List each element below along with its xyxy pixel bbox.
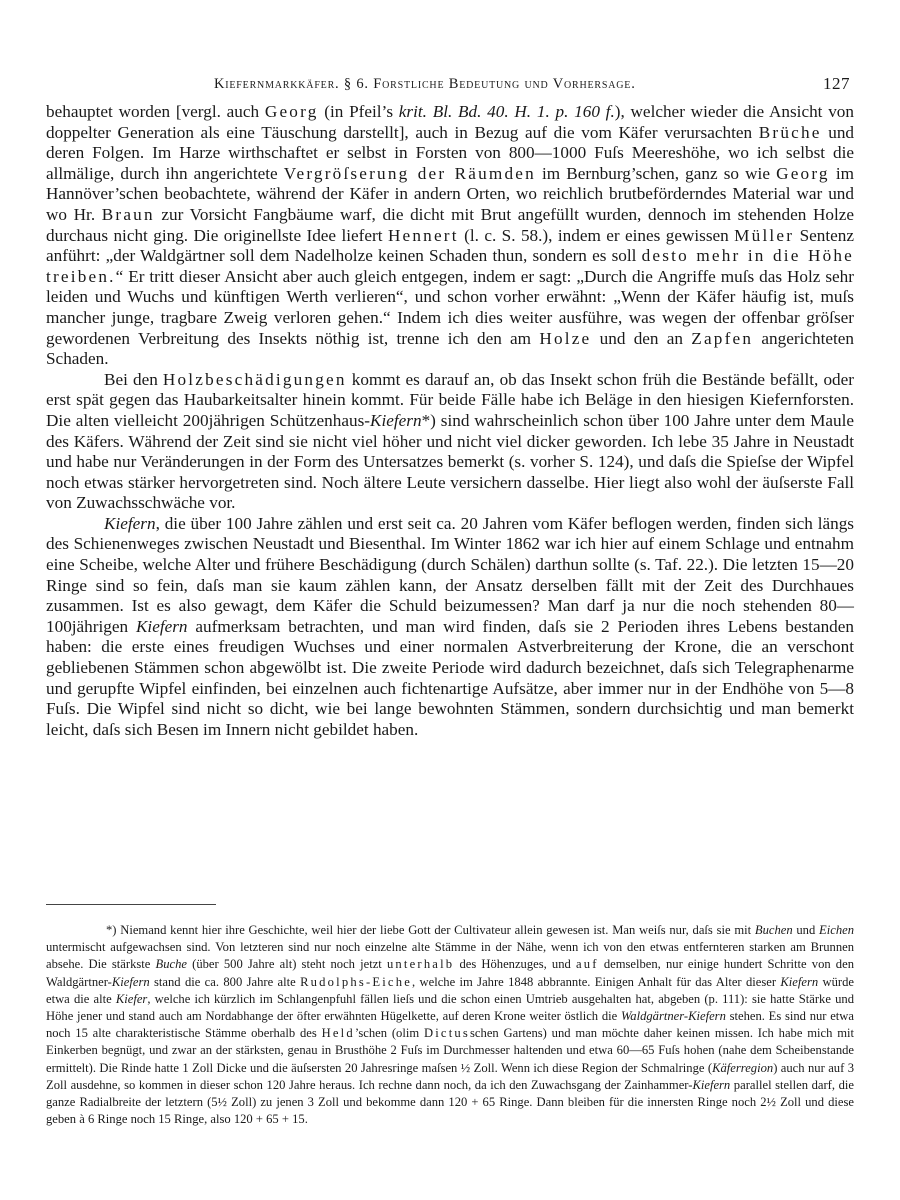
- text-run: demselben, nur einige hundert Schritte von den Waldgärtner-: [46, 957, 854, 989]
- spaced-name: Dictus: [423, 1026, 471, 1041]
- species-name: Kiefern: [135, 616, 188, 636]
- text-run: des Höhenzuges, und: [454, 957, 576, 972]
- page-header: [46, 72, 854, 100]
- text-run: “ Er tritt dieser Ansicht aber auch gleich entgegen, indem er sagt: „Durch die Angriffe muſs das Holz sehr leiden und Wuchs und künftigen Werth verlieren“, und schon vorher erwähnt: „Wenn der Käfer häufig ist, muſs mancher junge, tragbare Zweig verloren gehen.“ Indem ich dies weiter ausführe, was wegen der offenbar gröſser gewordenen Verbreitung des Insekts nöthig ist, trenne ich den am: [46, 266, 854, 348]
- text-run: parallel stellen darf, die ganze Radialbreite der letztern (5½ Zoll) zu jenen 3 Zoll und bekomme dann 120 + 65 Ringe. Dann bleiben für die innersten Ringe noch 2½ Zoll und diese geben à 6 Ringe noch 15 Ringe, also 120 + 65 + 15.: [46, 1077, 854, 1127]
- spaced-term: Brüche: [758, 122, 822, 142]
- text-run: (in Pfeil’s: [318, 102, 399, 121]
- spaced-term: Holze: [539, 328, 592, 348]
- paragraph-2: [46, 370, 854, 514]
- text-run: ’schen (olim: [354, 1026, 424, 1041]
- species-name: Eichen: [819, 923, 854, 937]
- italic-term: Käferregion: [712, 1060, 774, 1075]
- text-run: ) auch nur auf 3 Zoll ausdehne, so kommen in dieser schon 120 Jahre heraus. Ich rechne dann noch, da ich den Zuwachsgang der Zainhammer-: [46, 1060, 854, 1092]
- text-run: Bei den: [104, 369, 163, 389]
- spaced-name: Georg: [264, 102, 319, 121]
- text-run: zur Vorsicht Fangbäume warf, die dicht mit Brut angefüllt wurden, dennoch im stehenden Holze durchaus nicht ging. Die originellste Idee liefert: [46, 204, 854, 245]
- text-run: Sentenz anführt: „der Waldgärtner soll dem Nadelholze keinen Schaden thun, sondern es soll: [46, 225, 854, 266]
- text-run: ), welcher wieder die Ansicht von doppelter Generation als eine Täuschung darstellt], auch in Bezug auf die vom Käfer verursachten: [46, 102, 854, 142]
- text-run: stehen. Es sind nur etwa noch 15 alte charakteristische Stämme oberhalb des: [46, 1009, 854, 1041]
- page-number: 127: [823, 74, 850, 93]
- citation: krit. Bl. Bd. 40. H. 1. p. 160 f.: [398, 102, 615, 121]
- running-title: Kiefernmarkkäfer. § 6. Forstliche Bedeutung und Vorhersage.: [214, 76, 636, 92]
- text-run: und den an: [591, 328, 692, 348]
- text-run: (l. c. S. 58.), indem er eines gewissen: [458, 225, 735, 245]
- species-name: Kiefern: [104, 513, 156, 533]
- species-name: Buche: [155, 957, 187, 972]
- spaced-name: Held: [321, 1026, 355, 1041]
- book-page: [46, 72, 855, 1127]
- text-run: , welche ich kürzlich im Schlangenpfuhl fällen lieſs und die schon einen Umtrieb ausgehalten hat, abgeben (p. 111): sie hatte Stärke und Höhe jener und stand auch am Nordabhange der öfter erwähnten Hügelkette, auf deren Krone weiter östlich die: [46, 991, 854, 1024]
- text-run: *) Niemand kennt hier ihre Geschichte, weil hier der liebe Gott der Cultivateur allein gewesen ist. Man weiſs nur, daſs sie mit: [106, 923, 755, 937]
- text-run: stand die ca. 800 Jahre alte: [149, 974, 301, 989]
- spaced-name: Hennert: [387, 225, 459, 245]
- species-name: Kiefern: [692, 1077, 731, 1092]
- species-name: Kiefer: [115, 991, 148, 1006]
- spaced-term: auf: [575, 957, 599, 972]
- text-run: würde etwa die alte: [46, 974, 854, 1006]
- text-run: untermischt aufgewachsen sind. Von letzteren sind nur noch einzelne alte Stämme in der Nähe, wenn ich von den etwas entfernteren starken am Brunnen absehe. Die stärkste: [46, 940, 854, 972]
- species-name: Kiefern: [370, 410, 422, 430]
- spaced-name: Braun: [101, 204, 155, 224]
- spaced-term: Zapfen: [691, 328, 754, 348]
- text-run: und: [792, 923, 820, 937]
- text-run: im Bernburg’schen, ganz so wie: [535, 163, 777, 183]
- text-run: schen Gartens) und man möchte daher keinen missen. Ich habe mich mit Einkerben begnügt, und zwar an der stärksten, genau in Brusthöhe 2 Fuſs im Durchmesser haltenden und etwa 60—65 Fuſs hohen (nahe dem Scheibenstande ermittelt). Die Rinde hatte 1 Zoll Dicke und die äuſsersten 20 Jahresringe maſsen ½ Zoll. Wenn ich diese Region der Schmalringe (: [46, 1026, 854, 1075]
- species-name: Waldgärtner-Kiefern: [620, 1009, 726, 1024]
- spaced-term: desto mehr in die Höhe treiben.: [46, 246, 855, 286]
- footnote-text: [46, 922, 854, 1128]
- text-run: angerichteten Schaden.: [46, 328, 854, 369]
- text-run: behauptet worden [vergl. auch: [46, 102, 265, 121]
- spaced-term: Holzbeschädigungen: [162, 369, 347, 389]
- spaced-name: Georg: [776, 163, 830, 183]
- paragraph-3: [46, 514, 854, 741]
- text-run: kommt es darauf an, ob das Insekt schon früh die Bestände befällt, oder erst spät gegen das Haubarkeitsalter hinein kommt. Für beide Fälle habe ich Beläge in den hiesigen Kiefernforsten. Die alten vielleicht 200jährigen Schützenhaus-: [46, 369, 854, 430]
- main-text: [46, 102, 854, 740]
- paragraph-1: [46, 102, 854, 370]
- text-run: im Hannöver’schen beobachtete, während der Käfer in andern Orten, wo reichlich brutbeförderndes Material war und wo Hr.: [46, 163, 854, 224]
- spaced-name: Müller: [734, 225, 795, 245]
- text-run: *) sind wahrscheinlich schon über 100 Jahre unter dem Maule des Käfers. Während der Zeit sind sie nicht viel höher und nicht viel dicker geworden. Ich lebe 35 Jahre in Neustadt und habe nur Veränderungen in der Form des Untersatzes bemerkt (s. vorher S. 124), und daſs die Spieſse der Wipfel noch etwas stärker hervorgetreten sind. Noch ältere Leute versichern dasselbe. Hier liegt also wohl der äuſserste Fall von Zuwachsschwäche vor.: [46, 410, 854, 513]
- text-run: und deren Folgen. Im Harze wirthschaftet er selbst in Forsten von 800—1000 Fuſs Meereshöhe, wo ich selbst die allmälige, durch ihn angerichtete: [46, 122, 855, 183]
- text-run: aufmerksam betrachten, und man wird finden, daſs sie 2 Perioden ihres Lebens bestanden haben: die erste eines freudigen Wuchses und einer normalen Astverbreiterung der Krone, die an verschont gebliebenen Stämmen schon abgewölbt ist. Die zweite Periode wird dadurch bezeichnet, daſs sich Telegraphenarme und gerupfte Wipfel einfinden, bei einzelnen auch fichtenartige Aufsätze, aber immer nur in der Endhöhe von 5—8 Fuſs. Die Wipfel sind nicht so dicht, wie bei lange bewohnten Stämmen, sondern durchsichtig und man bemerkt leicht, daſs sich Besen im Innern nicht gebildet haben.: [46, 616, 854, 739]
- text-run: (über 500 Jahre alt) steht noch jetzt: [186, 957, 387, 972]
- species-name: Kiefern: [111, 974, 150, 989]
- footnote: [46, 922, 854, 1128]
- spaced-name: Rudolphs-Eiche: [300, 974, 413, 989]
- species-name: Kiefern: [780, 974, 819, 989]
- spaced-term: Vergröſserung der Räumden: [283, 163, 536, 183]
- species-name: Buchen: [754, 923, 793, 937]
- footnote-separator: [46, 904, 216, 905]
- text-run: , welche im Jahre 1848 abbrannte. Einigen Anhalt für das Alter dieser: [412, 974, 781, 989]
- spaced-term: unterhalb: [386, 957, 455, 972]
- text-run: , die über 100 Jahre zählen und erst seit ca. 20 Jahren vom Käfer beflogen werden, finden sich längs des Schienenweges zwischen Neustadt und Biesenthal. Im Winter 1862 war ich hier auf einem Schlage und entnahm eine Scheibe, welche Alter und frühere Beschädigung (durch Schälen) darthun sollte (s. Taf. 22.). Die letzten 15—20 Ringe sind so fein, daſs man sie kaum zählen kann, der Ansatz derselben fällt mit der Zeit des Durchhaues zusammen. Ist es also gewagt, dem Käfer die Schuld beizumessen? Man darf ja nur die noch stehenden 80—100jährigen: [46, 513, 854, 636]
